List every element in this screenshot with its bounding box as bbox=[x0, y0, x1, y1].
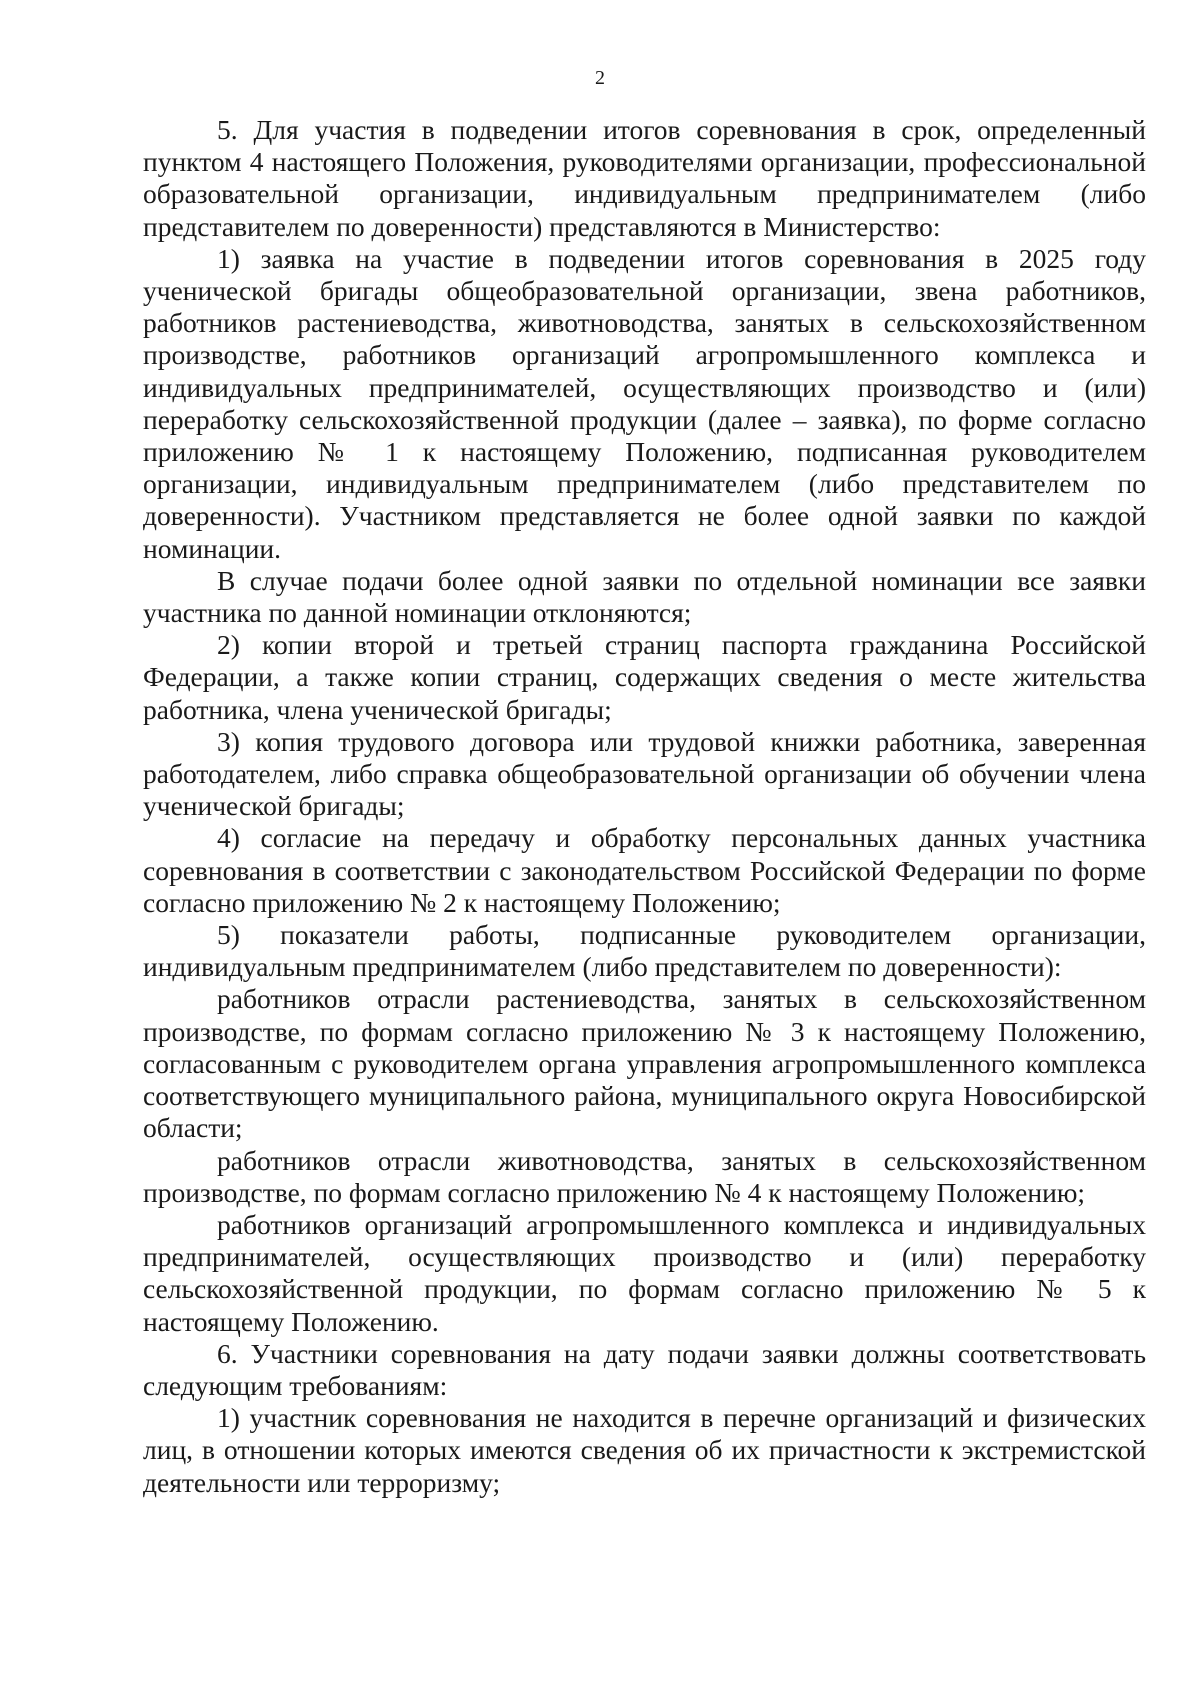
subparagraph-data-consent: 4) согласие на передачу и обработку персональных данных участника соревнования в соответствии с законодательством Российской Федерации по форме согласно приложению № 2 к настоящему Положению; bbox=[143, 822, 1146, 918]
paragraph-item-6: 6. Участники соревнования на дату подачи заявки должны соответствовать следующим требованиям: bbox=[143, 1337, 1146, 1401]
subparagraph-employment-contract: 3) копия трудового договора или трудовой книжки работника, заверенная работодателем, либо справка общеобразовательной организации об обучении члена ученической бригады; bbox=[143, 725, 1146, 822]
document-body bbox=[143, 114, 1146, 1499]
subparagraph-extremism-requirement: 1) участник соревнования не находится в перечне организаций и физических лиц, в отношении которых имеются сведения об их причастности к экстремистской деятельности или терроризму; bbox=[143, 1402, 1146, 1498]
indicators-livestock-workers: работников отрасли животноводства, занятых в сельскохозяйственном производстве, по формам согласно приложению № 4 к настоящему Положению; bbox=[143, 1144, 1146, 1208]
indicators-agro-organizations: работников организаций агропромышленного комплекса и индивидуальных предпринимателей, осуществляющих производство и (или) переработку сельскохозяйственной продукции, по формам согласно приложению № 5 к настоящему Положению. bbox=[143, 1208, 1146, 1337]
paragraph-rejection-rule: В случае подачи более одной заявки по отдельной номинации все заявки участника по данной номинации отклоняются; bbox=[143, 564, 1146, 629]
subparagraph-work-indicators: 5) показатели работы, подписанные руководителем организации, индивидуальным предпринимателем (либо представителем по доверенности): bbox=[143, 919, 1146, 983]
subparagraph-application: 1) заявка на участие в подведении итогов соревнования в 2025 году ученической бригады общеобразовательной организации, звена работников, работников растениеводства, животноводства, занятых в сельскохозяйственном производстве, работников организаций агропромышленного комплекса и индивидуальных предпринимателей, осуществляющих производство и (или) переработку сельскохозяйственной продукции (далее – заявка), по форме согласно приложению № 1 к настоящему Положению, подписанная руководителем организации, индивидуальным предпринимателем (либо представителем по доверенности). Участником представляется не более одной заявки по каждой номинации. bbox=[143, 242, 1146, 564]
paragraph-item-5: 5. Для участия в подведении итогов соревнования в срок, определенный пунктом 4 настоящего Положения, руководителями организации, профессиональной образовательной организации, индивидуальным предпринимателем (либо представителем по доверенности) представляются в Министерство: bbox=[143, 114, 1146, 242]
page-number: 2 bbox=[595, 67, 605, 89]
subparagraph-passport-copies: 2) копии второй и третьей страниц паспорта гражданина Российской Федерации, а также копии страниц, содержащих сведения о месте жительства работника, члена ученической бригады; bbox=[143, 629, 1146, 725]
indicators-crop-workers: работников отрасли растениеводства, занятых в сельскохозяйственном производстве, по формам согласно приложению № 3 к настоящему Положению, согласованным с руководителем органа управления агропромышленного комплекса соответствующего муниципального района, муниципального округа Новосибирской области; bbox=[143, 983, 1146, 1144]
